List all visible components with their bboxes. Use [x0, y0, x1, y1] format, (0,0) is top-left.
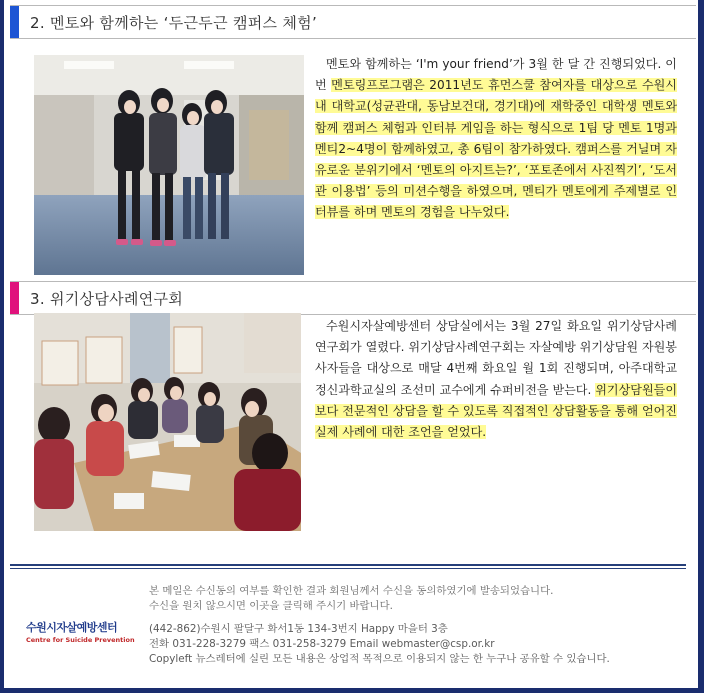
section-header-mentoring	[10, 5, 696, 39]
article-highlighted-text: 멘토링프로그램은 2011년도 휴먼스쿨 참여자를 대상으로 수원시내 대학교(성균관대, 동남보건대, 경기대)에 재학중인 대학생 멘토와 함께 캠퍼스 체험과 인터뷰 게임을 하는 형식으로 1팀 당 멘토 1명과 멘티2~4명이 함께하였고, 총 6팀이 참가하였다. 캠퍼스를 거닐며 자유로운 분위기에서 ‘멘토의 아지트는?’, ‘포토존에서 사진찍기’, ‘도서관 이용법’ 등의 미션수행을 하였으며, 멘티가 멘토에게 주제별로 인터뷰를 하며 멘토의 경험을 나누었다.	[315, 78, 677, 220]
article-highlighted-text: 위기상담원들이 보다 전문적인 상담을 할 수 있도록 직접적인 상담활동을 통해 얻어진 실제 사례에 대한 조언을 얻었다.	[315, 382, 677, 440]
unsubscribe-link[interactable]: 수신을 원치 않으시면 이곳을 클릭해 주시기 바랍니다.	[149, 600, 393, 612]
logo-text: 수원시자살예방센터	[26, 621, 118, 634]
mentoring-article	[315, 54, 677, 224]
article-plain-text: 수원시자살예방센터 상담실에서는 3월 27일 화요일 위기상담사례연구회가 열렸다. 위기상담사례연구회는 자살예방 위기상담원 자원봉사자들을 대상으로 매달 4번째 화요일 월 1회 진행되며, 아주대학교 정신과학교실의 조선미 교수에게 슈퍼비전을 받는다.	[315, 319, 677, 397]
organization-logo	[26, 619, 136, 644]
logo-subtext: Centre for Suicide Prevention	[26, 636, 135, 644]
counseling-meeting-photo	[34, 313, 301, 531]
article-plain-text: 멘토와 함께하는 ‘I'm your friend’가 3월 한 달 간 진행되었다. 이번	[315, 57, 677, 93]
consent-notice: 본 메일은 수신동의 여부를 확인한 결과 회원님께서 수신을 동의하였기에 발송되었습니다.	[149, 585, 554, 597]
section-accent-bar	[10, 282, 19, 314]
address-text: (442-862)수원시 팔달구 화서1동 134-3번지 Happy 마을터 3층	[149, 623, 448, 635]
counseling-article	[315, 316, 677, 443]
footer-divider	[10, 568, 686, 569]
newsletter-page	[4, 0, 698, 688]
section-title: 2. 멘토와 함께하는 ‘두근두근 캠퍼스 체험’	[30, 14, 318, 32]
section-accent-bar	[10, 6, 19, 38]
contact-text: 전화 031-228-3279 팩스 031-258-3279 Email webmaster@csp.or.kr	[149, 638, 495, 650]
mentoring-photo	[34, 55, 304, 275]
footer-divider	[10, 564, 686, 566]
section-title: 3. 위기상담사례연구회	[30, 290, 184, 308]
section-header-crisis-counseling	[10, 281, 696, 315]
copyleft-text: Copyleft 뉴스레터에 실린 모든 내용은 상업적 목적으로 이용되지 않는 한 누구나 공유할 수 있습니다.	[149, 653, 610, 665]
